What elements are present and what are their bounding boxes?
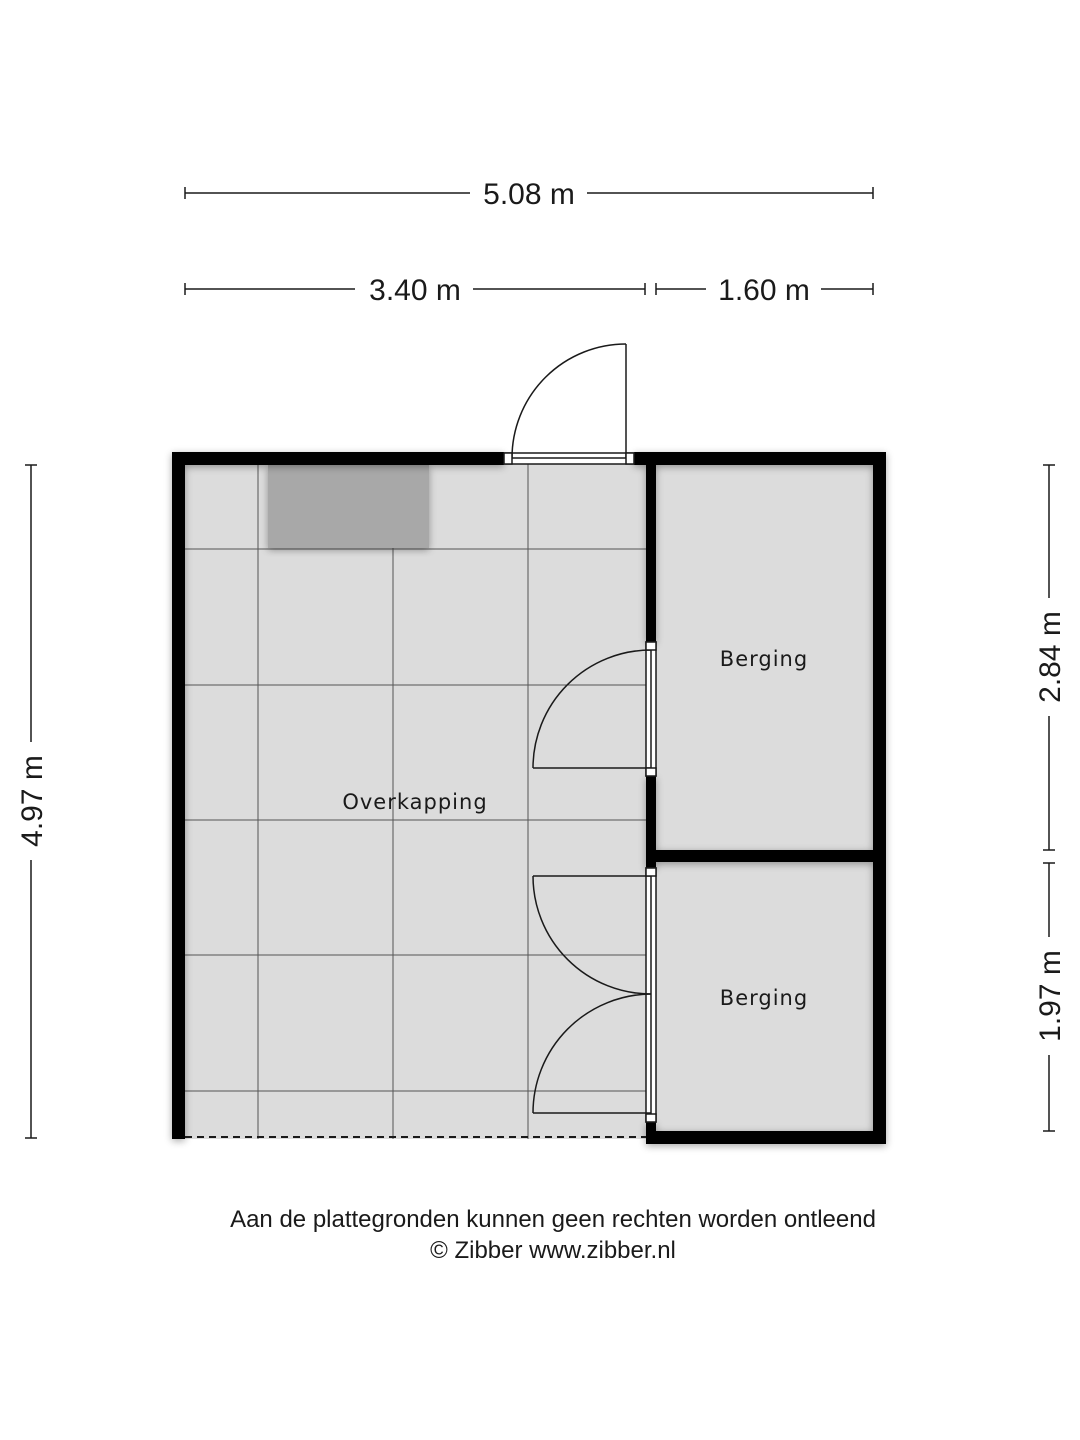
wall-top-right [634,452,886,465]
wall-bottom-berging [646,1131,886,1144]
room-label-overkapping: Overkapping [342,790,488,814]
wall-right [873,452,886,1144]
room-label-berging-bottom: Berging [719,986,809,1010]
copyright-text: © Zibber www.zibber.nl [430,1237,676,1264]
dimension-upper-height-label: 2.84 m [1034,611,1067,703]
dimension-left-width-label: 3.40 m [369,274,461,307]
dimension-total-width-label: 5.08 m [483,178,575,211]
room-label-berging-top: Berging [719,647,809,671]
dimension-total-height-label: 4.97 m [16,755,49,847]
dimension-right-width-label: 1.60 m [718,274,810,307]
door-top-entrance [504,344,634,464]
wall-divider-berging [646,850,886,862]
disclaimer-text: Aan de plattegronden kunnen geen rechten worden ontleend [230,1206,876,1233]
wall-top-left [172,452,504,465]
wall-middle-upper [646,452,656,642]
wall-left [172,452,185,1139]
fixture-block [268,465,429,548]
dimension-lower-height-label: 1.97 m [1034,950,1067,1042]
